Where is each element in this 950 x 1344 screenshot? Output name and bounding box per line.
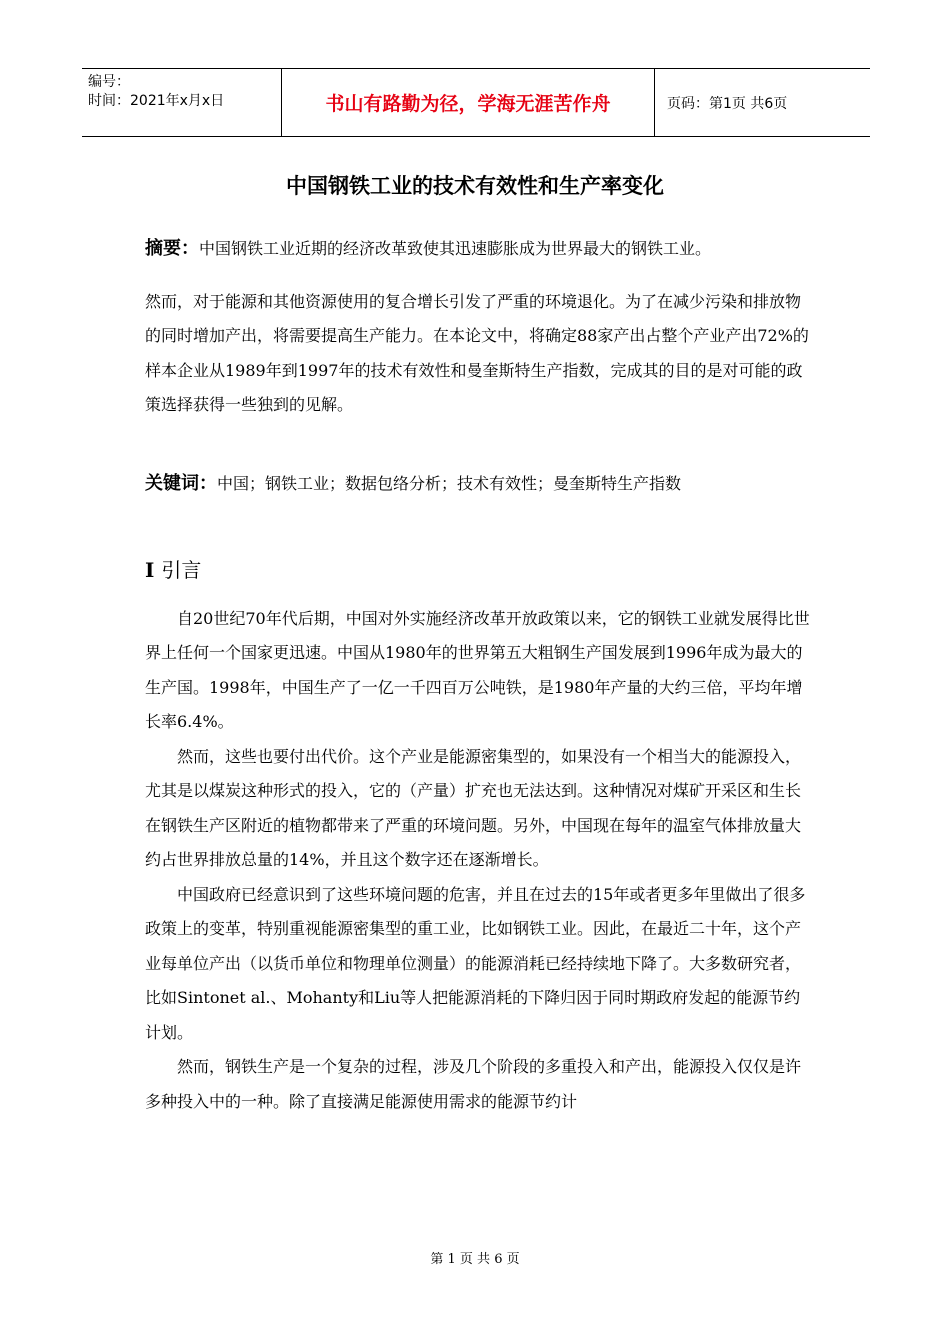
abstract-label: 摘要： xyxy=(145,238,199,259)
section-number: I xyxy=(145,558,155,582)
paragraph: 自20世纪70年代后期，中国对外实施经济改革开放政策以来，它的钢铁工业就发展得比世界上任何一个国家更迅速。中国从1980年的世界第五大粗钢生产国发展到1996年成为最大的生产国。1998年，中国生产了一亿一千四百万公吨铁，是1980年产量的大约三倍，平均年增长率6.4%。 xyxy=(145,608,810,731)
paragraph: 然而，这些也要付出代价。这个产业是能源密集型的，如果没有一个相当大的能源投入，尤其是以煤炭这种形式的投入，它的（产量）扩充也无法达到。这种情况对煤矿开采区和生长在钢铁生产区附近的植物都带来了严重的环境问题。另外，中国现在每年的温室气体排放量大约占世界排放总量的14%，并且这个数字还在逐渐增长。 xyxy=(145,746,802,869)
document-body xyxy=(145,232,813,1119)
header-meta xyxy=(82,69,282,136)
document-date: 时间：2021年x月x日 xyxy=(88,93,225,109)
abstract-body: 然而，对于能源和其他资源使用的复合增长引发了严重的环境退化。为了在减少污染和排放物的同时增加产出，将需要提高生产能力。在本论文中，将确定88家产出占整个产业产出72%的样本企业从1989年到1997年的技术有效性和曼奎斯特生产指数，完成其的目的是对可能的政策选择获得一些独到的见解。 xyxy=(145,291,809,414)
document-title: 中国钢铁工业的技术有效性和生产率变化 xyxy=(286,174,664,198)
page-footer: 第 1 页 共 6 页 xyxy=(430,1252,520,1267)
paragraph: 然而，钢铁生产是一个复杂的过程，涉及几个阶段的多重投入和产出，能源投入仅仅是许多种投入中的一种。除了直接满足能源使用需求的能源节约计 xyxy=(145,1057,802,1111)
page-header xyxy=(82,68,870,137)
keywords-text: 中国；钢铁工业；数据包络分析；技术有效性；曼奎斯特生产指数 xyxy=(217,473,682,493)
paragraph: 中国政府已经意识到了这些环境问题的危害，并且在过去的15年或者更多年里做出了很多政策上的变革，特别重视能源密集型的重工业，比如钢铁工业。因此，在最近二十年，这个产业每单位产出（以货币单位和物理单位测量）的能源消耗已经持续地下降了。大多数研究者，比如Sintonet al.、Mohanty和Liu等人把能源消耗的下降归因于同时期政府发起的能源节约计划。 xyxy=(145,884,806,1042)
header-motto: 书山有路勤为径，学海无涯苦作舟 xyxy=(282,69,655,136)
abstract-first-line xyxy=(145,232,813,267)
keywords-label: 关键词： xyxy=(145,472,217,494)
abstract-first-text: 中国钢铁工业近期的经济改革致使其迅速膨胀成为世界最大的钢铁工业。 xyxy=(199,239,712,258)
section-title: 引言 xyxy=(161,558,202,582)
document-number-label: 编号： xyxy=(88,74,130,90)
keywords-line xyxy=(145,467,813,502)
header-page-info: 页码：第1页 共6页 xyxy=(667,95,788,112)
section-heading xyxy=(145,553,813,588)
